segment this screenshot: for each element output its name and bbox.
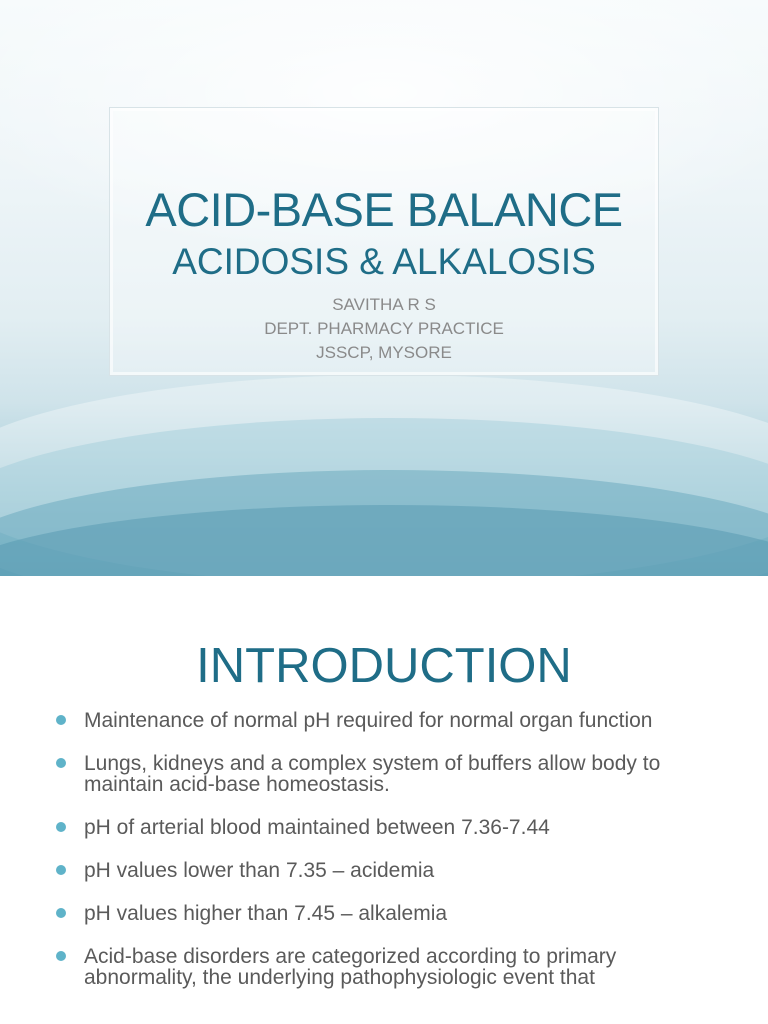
bullet-text: Lungs, kidneys and a complex system of buffers allow body to maintain acid-base homeostasis. bbox=[84, 752, 661, 796]
bullet-dot-icon bbox=[56, 758, 66, 768]
bullet-list bbox=[0, 710, 768, 1010]
author-block bbox=[110, 293, 658, 365]
list-item bbox=[0, 710, 768, 731]
bullet-text: Acid-base disorders are categorized according to primary abnormality, the underlying pathophysiologic event that bbox=[84, 945, 617, 989]
bullet-text: pH values higher than 7.45 – alkalemia bbox=[84, 902, 448, 925]
bullet-dot-icon bbox=[56, 822, 66, 832]
list-item bbox=[0, 753, 768, 795]
author-department: DEPT. PHARMACY PRACTICE bbox=[264, 319, 504, 338]
bullet-dot-icon bbox=[56, 865, 66, 875]
list-item bbox=[0, 946, 768, 988]
slide-title: INTRODUCTION bbox=[196, 639, 572, 693]
list-item bbox=[0, 903, 768, 924]
list-item bbox=[0, 860, 768, 881]
title-box bbox=[109, 107, 659, 376]
bullet-dot-icon bbox=[56, 715, 66, 725]
author-institution: JSSCP, MYSORE bbox=[316, 343, 452, 362]
bullet-dot-icon bbox=[56, 908, 66, 918]
bullet-text: pH of arterial blood maintained between 7.36-7.44 bbox=[84, 816, 550, 839]
slide-subtitle: ACIDOSIS & ALKALOSIS bbox=[172, 241, 596, 282]
bullet-text: pH values lower than 7.35 – acidemia bbox=[84, 859, 435, 882]
list-item bbox=[0, 817, 768, 838]
author-name: SAVITHA R S bbox=[332, 295, 436, 314]
slide-title: ACID-BASE BALANCE bbox=[145, 183, 623, 236]
introduction-slide bbox=[0, 576, 768, 1024]
bullet-dot-icon bbox=[56, 951, 66, 961]
bullet-text: Maintenance of normal pH required for normal organ function bbox=[84, 709, 653, 732]
